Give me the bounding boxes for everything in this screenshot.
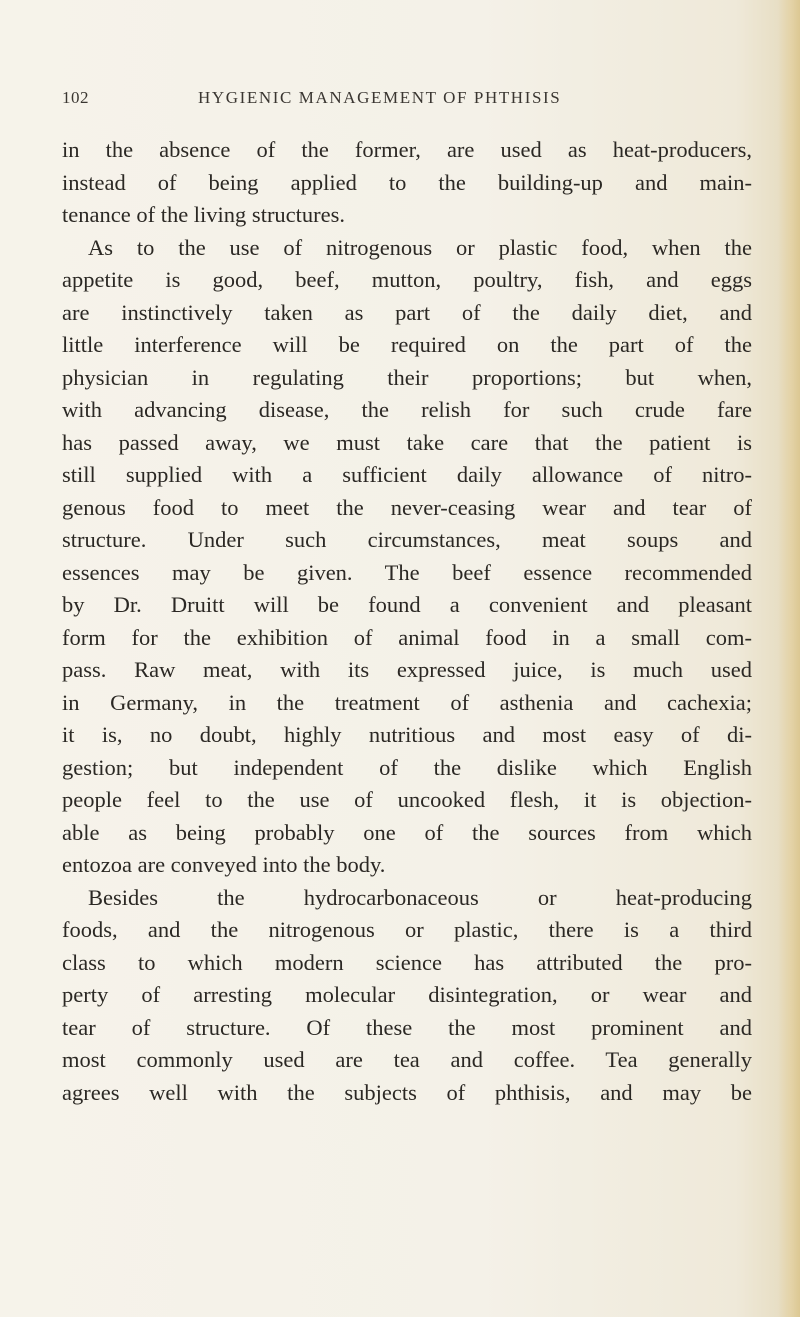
page-edge-shadow: [778, 0, 800, 1317]
text-line: people feel to the use of uncooked flesh, it is objection-: [62, 787, 752, 812]
text-line: able as being probably one of the sources from which: [62, 819, 752, 845]
text-line: physician in regulating their proportions; but when,: [62, 364, 752, 390]
text-line: perty of arresting molecular disintegration, or wear and: [62, 982, 752, 1007]
text-line: entozoa are conveyed into the body.: [62, 852, 386, 877]
running-head: HYGIENIC MANAGEMENT OF PHTHISIS: [198, 88, 562, 107]
text-line: class to which modern science has attributed the pro-: [62, 949, 752, 975]
text-line: As to the use of nitrogenous or plastic food, when the: [88, 234, 752, 260]
text-line: in Germany, in the treatment of asthenia and cachexia;: [62, 689, 752, 715]
text-line: by Dr. Druitt will be found a convenient and pleasant: [62, 592, 752, 617]
text-line: essences may be given. The beef essence recommended: [62, 559, 752, 585]
text-line: little interference will be required on the part of the: [62, 332, 752, 357]
page-header: [62, 88, 762, 112]
text-line: tear of structure. Of these the most prominent and: [62, 1014, 752, 1040]
text-line: form for the exhibition of animal food in a small com-: [62, 624, 752, 650]
text-line: most commonly used are tea and coffee. Tea generally: [62, 1047, 752, 1072]
text-line: gestion; but independent of the dislike which English: [62, 754, 752, 780]
text-line: pass. Raw meat, with its expressed juice, is much used: [62, 657, 752, 682]
text-line: tenance of the living structures.: [62, 202, 346, 227]
text-line: has passed away, we must take care that the patient is: [62, 429, 752, 455]
text-line: appetite is good, beef, mutton, poultry, fish, and eggs: [62, 267, 752, 292]
text-line: in the absence of the former, are used as heat-producers,: [62, 137, 752, 162]
text-line: instead of being applied to the building-up and main-: [62, 169, 752, 195]
text-line: still supplied with a sufficient daily allowance of nitro-: [62, 462, 752, 487]
text-line: it is, no doubt, highly nutritious and most easy of di-: [62, 722, 752, 747]
text-line: foods, and the nitrogenous or plastic, there is a third: [62, 917, 752, 942]
text-line: genous food to meet the never-ceasing wear and tear of: [62, 494, 752, 520]
text-line: are instinctively taken as part of the daily diet, and: [62, 299, 752, 325]
body-text: [62, 134, 752, 1109]
text-line: structure. Under such circumstances, meat soups and: [62, 527, 752, 552]
page-number: 102: [62, 88, 89, 107]
text-line: Besides the hydrocarbonaceous or heat-producing: [88, 884, 752, 910]
text-line: agrees well with the subjects of phthisis, and may be: [62, 1079, 752, 1105]
text-line: with advancing disease, the relish for such crude fare: [62, 397, 752, 422]
